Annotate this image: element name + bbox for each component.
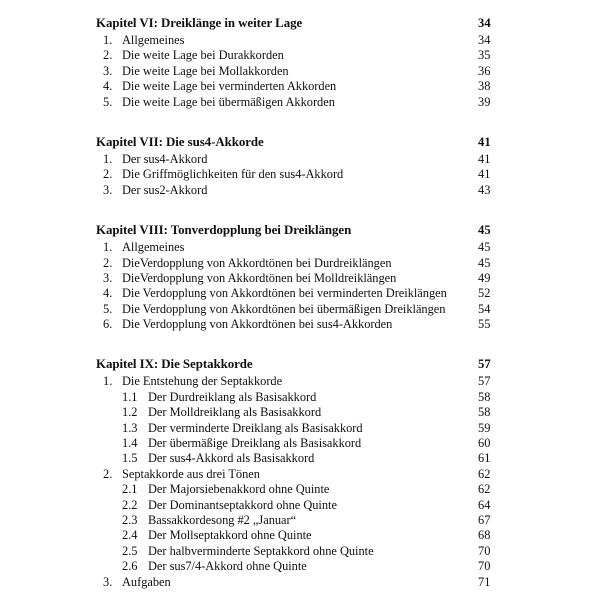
toc-entry-row[interactable] (0, 528, 600, 543)
entry-page-number: 49 (478, 270, 491, 285)
toc-entry-row[interactable] (0, 317, 600, 332)
entry-page-number: 58 (478, 405, 491, 420)
entry-page-number: 58 (478, 389, 491, 404)
entry-number: 2. (103, 466, 113, 481)
entry-title: Der sus4-Akkord als Basisakkord (148, 451, 315, 466)
chapter-page-number: 45 (478, 223, 491, 238)
entry-title: Der Mollseptakkord ohne Quinte (148, 528, 312, 543)
toc-entry-row[interactable] (0, 79, 600, 94)
toc-entry-row[interactable] (0, 544, 600, 559)
toc-entry-row[interactable] (0, 467, 600, 482)
toc-entry-row[interactable] (0, 286, 600, 301)
entry-title: Die Entstehung der Septakkorde (122, 374, 283, 389)
entry-title: Die weite Lage bei Durakkorden (122, 48, 284, 63)
entry-number: 3. (103, 574, 113, 589)
entry-number: 1.3 (122, 420, 138, 435)
entry-number: 2. (103, 255, 113, 270)
entry-number: 6. (103, 317, 113, 332)
entry-page-number: 70 (478, 559, 491, 574)
entry-number: 1.4 (122, 436, 138, 451)
entry-number: 3. (103, 182, 113, 197)
entry-page-number: 45 (478, 240, 491, 255)
chapter-section (0, 14, 600, 110)
entry-page-number: 35 (478, 48, 491, 63)
entry-title: Die Griffmöglichkeiten für den sus4-Akkord (122, 167, 344, 182)
toc-entry-row[interactable] (0, 482, 600, 497)
toc-entry-row[interactable] (0, 436, 600, 451)
chapter-section (0, 355, 600, 589)
entry-page-number: 62 (478, 482, 491, 497)
toc-entry-row[interactable] (0, 302, 600, 317)
entry-page-number: 55 (478, 317, 491, 332)
entry-title: Die weite Lage bei übermäßigen Akkorden (122, 94, 335, 109)
entry-page-number: 41 (478, 167, 491, 182)
toc-entry-row[interactable] (0, 390, 600, 405)
chapter-page-number: 41 (478, 134, 491, 149)
toc-entry-row[interactable] (0, 374, 600, 389)
entry-page-number: 52 (478, 286, 491, 301)
entry-number: 2.5 (122, 543, 138, 558)
toc-entry-row[interactable] (0, 33, 600, 48)
toc-entry-row[interactable] (0, 183, 600, 198)
chapter-heading-row[interactable] (0, 221, 600, 239)
entry-page-number: 36 (478, 63, 491, 78)
entry-title: Die weite Lage bei verminderten Akkorden (122, 79, 337, 94)
entry-number: 2.2 (122, 497, 138, 512)
entry-title: Die weite Lage bei Mollakkorden (122, 63, 289, 78)
entry-page-number: 43 (478, 182, 491, 197)
chapter-page-number: 34 (478, 16, 491, 30)
entry-title: Der verminderte Dreiklang als Basisakkord (148, 420, 363, 435)
toc-entry-row[interactable] (0, 271, 600, 286)
entry-number: 4. (103, 79, 113, 94)
chapter-section (0, 133, 600, 198)
entry-page-number: 57 (478, 374, 491, 389)
entry-number: 3. (103, 270, 113, 285)
entry-title: Allgemeines (122, 240, 185, 255)
entry-title: Der übermäßige Dreiklang als Basisakkord (148, 436, 362, 451)
toc-entry-row[interactable] (0, 498, 600, 513)
toc-entry-row[interactable] (0, 64, 600, 79)
entry-number: 1.1 (122, 389, 138, 404)
entry-title: Die Verdopplung von Akkordtönen bei verminderten Dreiklängen (122, 286, 447, 301)
chapter-title: Kapitel VI: Dreiklänge in weiter Lage (96, 16, 303, 30)
entry-number: 2.3 (122, 512, 138, 527)
entry-title: Der sus4-Akkord (122, 151, 208, 166)
entry-title: Der Majorsiebenakkord ohne Quinte (148, 482, 330, 497)
toc-entry-row[interactable] (0, 256, 600, 271)
entry-title: Aufgaben (122, 574, 171, 589)
entry-page-number: 45 (478, 255, 491, 270)
toc-entry-row[interactable] (0, 405, 600, 420)
toc-entry-row[interactable] (0, 421, 600, 436)
entry-title: Der sus2-Akkord (122, 182, 208, 197)
entry-page-number: 62 (478, 466, 491, 481)
entry-page-number: 64 (478, 497, 491, 512)
toc-entry-row[interactable] (0, 167, 600, 182)
entry-number: 2.1 (122, 482, 138, 497)
chapter-page-number: 57 (478, 357, 491, 372)
entry-number: 2. (103, 167, 113, 182)
toc-entry-row[interactable] (0, 48, 600, 63)
toc-entry-row[interactable] (0, 240, 600, 255)
entry-page-number: 67 (478, 512, 491, 527)
toc-entry-row[interactable] (0, 513, 600, 528)
entry-number: 2.4 (122, 528, 138, 543)
entry-page-number: 68 (478, 528, 491, 543)
entry-title: Die Verdopplung von Akkordtönen bei übermäßigen Dreiklängen (122, 301, 446, 316)
chapter-heading-row[interactable] (0, 133, 600, 151)
entry-page-number: 59 (478, 420, 491, 435)
entry-page-number: 38 (478, 79, 491, 94)
entry-title: Bassakkordesong #2 „Januar“ (148, 512, 297, 527)
entry-page-number: 34 (478, 33, 491, 47)
entry-title: Septakkorde aus drei Tönen (122, 466, 260, 481)
entry-number: 1. (103, 33, 113, 47)
entry-number: 2.6 (122, 559, 138, 574)
entry-page-number: 54 (478, 301, 491, 316)
chapter-title: Kapitel VIII: Tonverdopplung bei Dreiklängen (96, 223, 352, 238)
entry-title: Allgemeines (122, 33, 185, 47)
entry-title: Der halbverminderte Septakkord ohne Quinte (148, 543, 374, 558)
entry-number: 1.5 (122, 451, 138, 466)
entry-title: DieVerdopplung von Akkordtönen bei Durdreiklängen (122, 255, 392, 270)
entry-title: Der Molldreiklang als Basisakkord (148, 405, 322, 420)
entry-page-number: 41 (478, 151, 491, 166)
chapter-heading-row[interactable] (0, 355, 600, 373)
toc-entry-row[interactable] (0, 451, 600, 466)
entry-title: Der Dominantseptakkord ohne Quinte (148, 497, 337, 512)
entry-number: 3. (103, 63, 113, 78)
entry-page-number: 70 (478, 543, 491, 558)
entry-number: 1.2 (122, 405, 138, 420)
toc-entry-row[interactable] (0, 95, 600, 110)
entry-number: 2. (103, 48, 113, 63)
entry-page-number: 61 (478, 451, 491, 466)
entry-title: Der Durdreiklang als Basisakkord (148, 389, 317, 404)
toc-entry-row[interactable] (0, 152, 600, 167)
toc-entry-row[interactable] (0, 559, 600, 574)
entry-number: 1. (103, 240, 113, 255)
entry-number: 1. (103, 374, 113, 389)
entry-title: Der sus7/4-Akkord ohne Quinte (148, 559, 307, 574)
entry-title: DieVerdopplung von Akkordtönen bei Molldreiklängen (122, 270, 397, 285)
entry-page-number: 60 (478, 436, 491, 451)
chapter-section (0, 221, 600, 332)
entry-number: 1. (103, 151, 113, 166)
toc-entry-row[interactable] (0, 575, 600, 590)
chapter-title: Kapitel IX: Die Septakkorde (96, 357, 253, 372)
chapter-heading-row[interactable] (0, 14, 600, 32)
entry-page-number: 39 (478, 94, 491, 109)
entry-title: Die Verdopplung von Akkordtönen bei sus4-Akkorden (122, 317, 393, 332)
entry-page-number: 71 (478, 574, 491, 589)
entry-number: 5. (103, 94, 113, 109)
entry-number: 4. (103, 286, 113, 301)
entry-number: 5. (103, 301, 113, 316)
chapter-title: Kapitel VII: Die sus4-Akkorde (96, 134, 264, 149)
